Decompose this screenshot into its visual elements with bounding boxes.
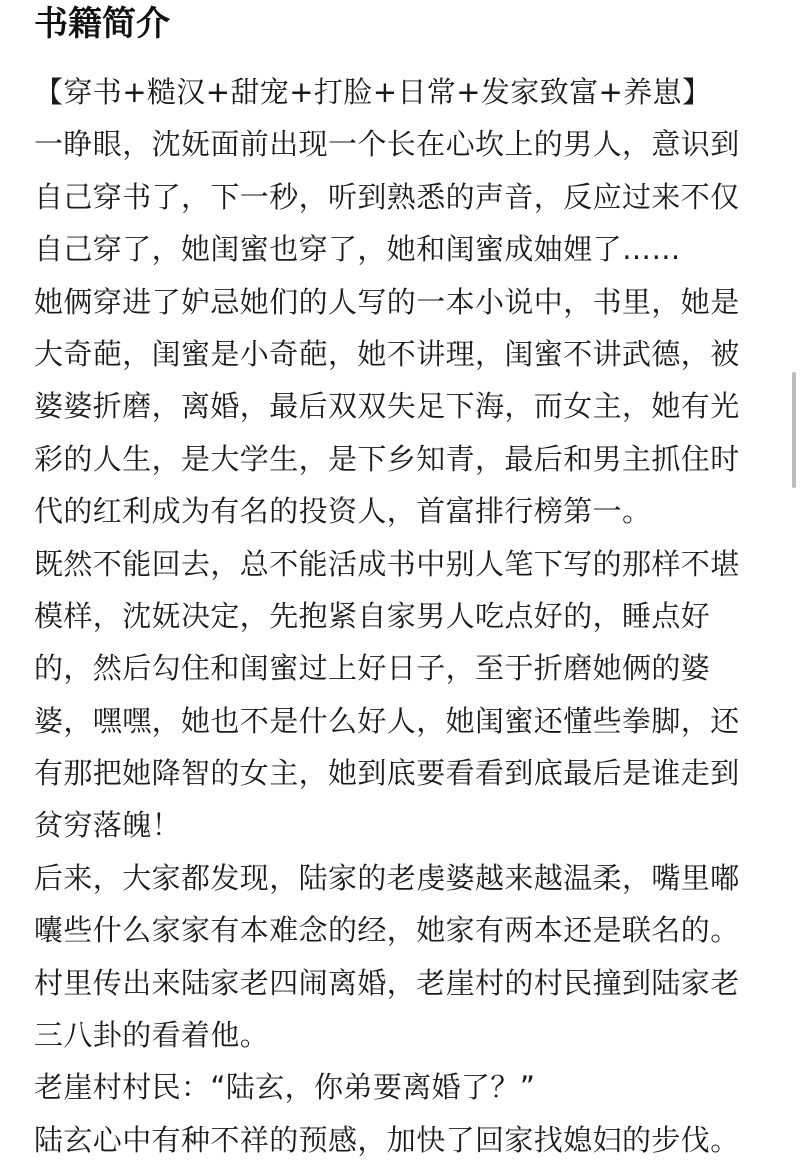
text-line: 三八卦的看着他。 bbox=[34, 1018, 270, 1053]
text-line: 【穿书+糙汉+甜宠+打脸+日常+发家致富+养崽】 bbox=[34, 75, 712, 109]
scrollbar-thumb[interactable] bbox=[792, 372, 796, 488]
text-line: 自己穿了，她闺蜜也穿了，她和闺蜜成妯娌了…… bbox=[34, 232, 681, 267]
text-line: 后来，大家都发现，陆家的老虔婆越来越温柔，嘴里嘟 bbox=[34, 860, 740, 895]
text-line: 既然不能回去，总不能活成书中别人笔下写的那样不堪 bbox=[34, 546, 740, 581]
text-line: 她俩穿进了妒忌她们的人写的一本小说中，书里，她是 bbox=[34, 284, 740, 319]
text-line: 一睁眼，沈妩面前出现一个长在心坎上的男人，意识到 bbox=[34, 127, 740, 162]
page-title: 书籍简介 bbox=[34, 4, 170, 44]
text-line: 婆，嘿嘿，她也不是什么好人，她闺蜜还懂些拳脚，还 bbox=[34, 703, 740, 738]
text-line: 婆婆折磨，离婚，最后双双失足下海，而女主，她有光 bbox=[34, 389, 740, 424]
text-line: 囔些什么家家有本难念的经，她家有两本还是联名的。 bbox=[34, 913, 740, 948]
text-line: 大奇葩，闺蜜是小奇葩，她不讲理，闺蜜不讲武德，被 bbox=[34, 336, 740, 371]
text-line: 老崖村村民：“陆玄，你弟要离婚了？” bbox=[34, 1070, 536, 1105]
text-line: 有那把她降智的女主，她到底要看看到底最后是谁走到 bbox=[34, 756, 740, 791]
text-line: 彩的人生，是大学生，是下乡知青，最后和男主抓住时 bbox=[34, 441, 740, 476]
text-line: 模样，沈妩决定，先抱紧自家男人吃点好的，睡点好 bbox=[34, 598, 711, 633]
text-line: 代的红利成为有名的投资人，首富排行榜第一。 bbox=[34, 494, 652, 529]
text-line: 贫穷落魄！ bbox=[34, 808, 182, 843]
text-line: 的，然后勾住和闺蜜过上好日子，至于折磨她俩的婆 bbox=[34, 651, 711, 686]
text-line: 自己穿书了，下一秒，听到熟悉的声音，反应过来不仅 bbox=[34, 179, 740, 214]
synopsis-text bbox=[34, 66, 774, 1166]
text-line: 陆玄心中有种不祥的预感，加快了回家找媳妇的步伐。 bbox=[34, 1122, 740, 1157]
text-line: 村里传出来陆家老四闹离婚，老崖村的村民撞到陆家老 bbox=[34, 965, 740, 1000]
